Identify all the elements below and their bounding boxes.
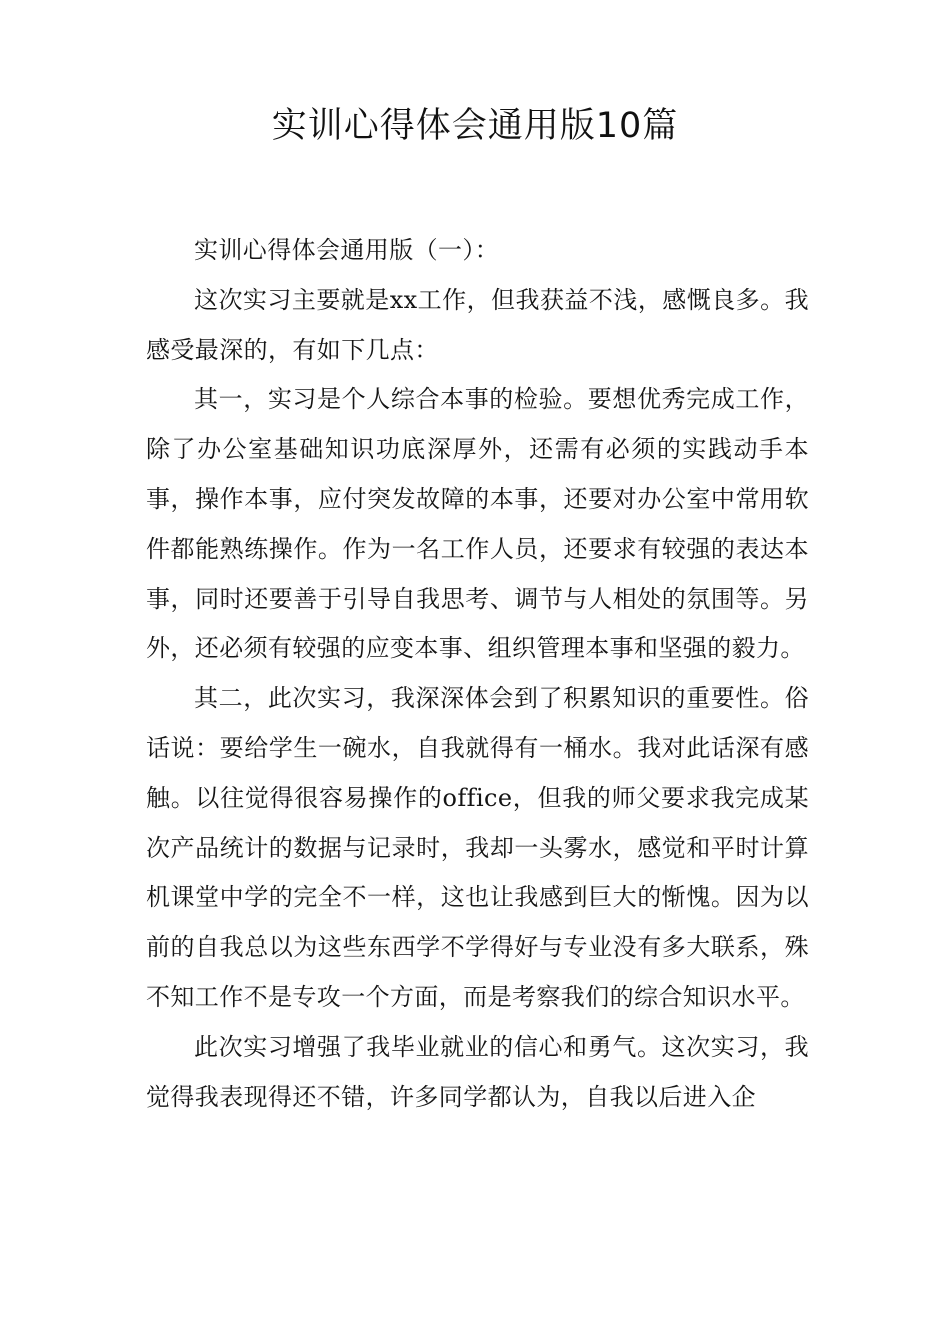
paragraph: 此次实习增强了我毕业就业的信心和勇气。这次实习，我觉得我表现得还不错，许多同学都认为，自我以后进入企 — [146, 1032, 809, 1111]
document-title: 实训心得体会通用版10篇 — [271, 106, 679, 146]
paragraph: 其二，此次实习，我深深体会到了积累知识的重要性。俗话说：要给学生一碗水，自我就得有一桶水。我对此话深有感触。以往觉得很容易操作的office，但我的师父要求我完成某次产品统计的数据与记录时，我却一头雾水，感觉和平时计算机课堂中学的完全不一样，这也让我感到巨大的惭愧。因为以前的自我总以为这些东西学不学得好与专业没有多大联系，殊不知工作不是专攻一个方面，而是考察我们的综合知识水平。 — [146, 684, 809, 1011]
paragraph: 这次实习主要就是xx工作，但我获益不浅，感慨良多。我感受最深的，有如下几点： — [146, 285, 809, 364]
document-body — [146, 226, 809, 1122]
paragraph: 其一，实习是个人综合本事的检验。要想优秀完成工作，除了办公室基础知识功底深厚外，还需有必须的实践动手本事，操作本事，应付突发故障的本事，还要对办公室中常用软件都能熟练操作。作为一名工作人员，还要求有较强的表达本事，同时还要善于引导自我思考、调节与人相处的氛围等。另外，还必须有较强的应变本事、组织管理本事和坚强的毅力。 — [146, 385, 809, 663]
paragraph-heading: 实训心得体会通用版（一）： — [194, 236, 500, 264]
